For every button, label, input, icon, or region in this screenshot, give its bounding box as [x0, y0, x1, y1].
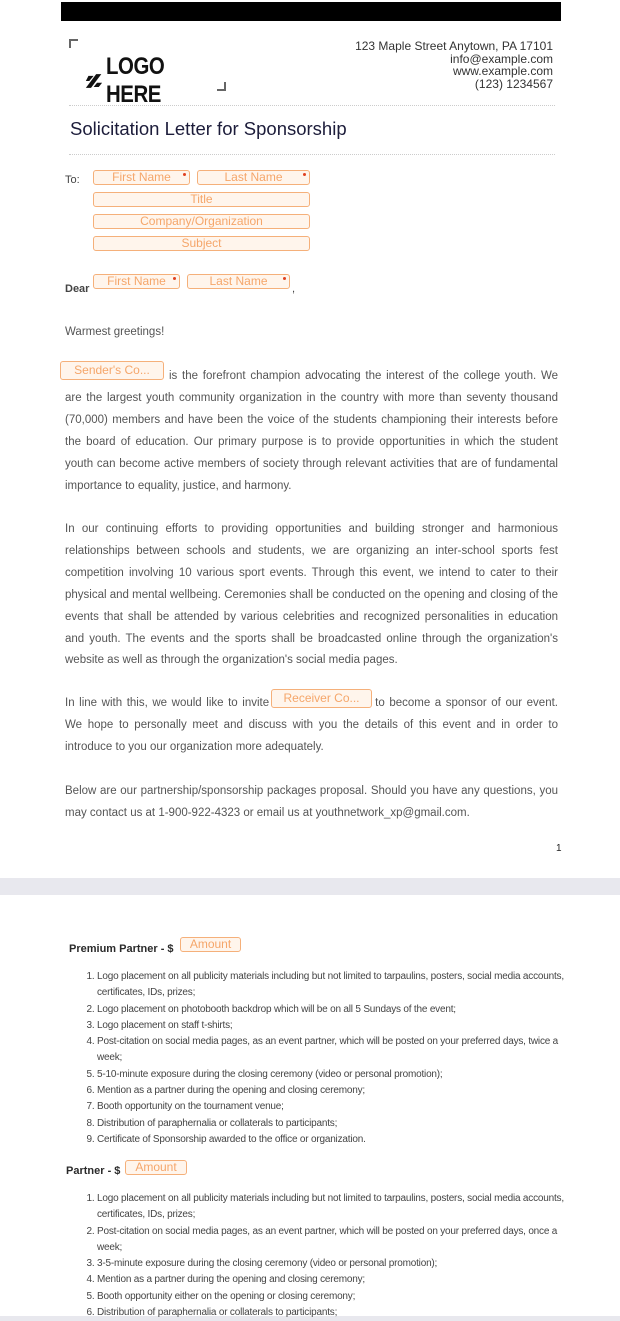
list-item: 6. Distribution of paraphernalia or collaterals to participants;: [97, 1305, 567, 1321]
email: info@example.com: [450, 51, 553, 66]
list-item: 7. Booth opportunity on the tournament venue;: [97, 1099, 567, 1115]
premium-partner-list: [80, 969, 567, 1148]
list-item: 1. Logo placement on all publicity materials including but not limited to tarpaulins, posters, social media accounts, certificates, IDs, prizes;: [97, 1191, 567, 1224]
to-title-field[interactable]: Title: [93, 192, 310, 207]
list-item: 3. 3-5-minute exposure during the closing ceremony (video or personal promotion);: [97, 1256, 567, 1272]
dear-first-name-field[interactable]: First Name: [93, 274, 180, 289]
partner-list: [80, 1191, 567, 1321]
paragraph-3-end: to become a sponsor of our event. We hope to personally meet and discuss with you the details of this event and in order to introduce to you our organization more adequately.: [65, 697, 558, 753]
page-2: [0, 895, 620, 1319]
contact-block: [355, 40, 553, 90]
list-item: 2. Post-citation on social media pages, as an event partner, which will be posted on your preferred days, once a week;: [97, 1224, 567, 1257]
logo-mark-icon: [85, 71, 102, 91]
paragraph-1: is the forefront champion advocating the interest of the college youth. We are the largest youth community organization in the country with more than seventy thousand (70,000) members and have been the voice of the students championing their interests before the board of education. Our primary purpose is to provide opportunities in which the student youth can become active members of society through relevant activities that are of fundamental importance to equality, justice, and harmony.: [65, 370, 558, 492]
to-label: To:: [65, 174, 80, 186]
list-item: 1. Logo placement on all publicity materials including but not limited to tarpaulins, posters, social media accounts, certificates, IDs, prizes;: [97, 969, 567, 1002]
list-item: 5. Booth opportunity either on the opening or closing ceremony;: [97, 1289, 567, 1305]
logo: [69, 39, 226, 108]
dear-comma: ,: [292, 283, 296, 295]
partner-label: Partner - $: [66, 1165, 121, 1177]
dear-label: Dear: [65, 283, 90, 295]
to-company-field[interactable]: Company/Organization: [93, 214, 310, 229]
to-last-name-field[interactable]: Last Name: [197, 170, 310, 185]
list-item: 9. Certificate of Sponsorship awarded to the office or organization.: [97, 1132, 567, 1148]
list-item: 4. Mention as a partner during the opening and closing ceremony;: [97, 1272, 567, 1288]
list-item: 4. Post-citation on social media pages, as an event partner, which will be posted on your preferred days, twice a week;: [97, 1034, 567, 1067]
list-item: 2. Logo placement on photobooth backdrop which will be on all 5 Sundays of the event;: [97, 1002, 567, 1018]
premium-amount-field[interactable]: Amount: [180, 937, 241, 952]
to-first-name-field[interactable]: First Name: [93, 170, 190, 185]
paragraph-4: Below are our partnership/sponsorship packages proposal. Should you have any questions, you may contact us at 1-900-922-4323 or email us at youthnetwork_xp@gmail.com.: [65, 785, 558, 819]
to-subject-field[interactable]: Subject: [93, 236, 310, 251]
list-item: 3. Logo placement on staff t-shirts;: [97, 1018, 567, 1034]
top-black-bar: [61, 2, 561, 21]
phone: (123) 1234567: [474, 76, 553, 91]
partner-amount-field[interactable]: Amount: [125, 1160, 187, 1175]
list-item: 8. Distribution of paraphernalia or collaterals to participants;: [97, 1116, 567, 1132]
website: www.example.com: [452, 64, 553, 78]
address: 123 Maple Street Anytown, PA 17101: [355, 39, 553, 53]
greeting: Warmest greetings!: [65, 326, 165, 338]
logo-text: LOGO HERE: [106, 53, 165, 108]
dear-last-name-field[interactable]: Last Name: [187, 274, 290, 289]
paragraph-2: In our continuing efforts to providing opportunities and building stronger and harmonious relationships between schools and students, we are organizing an inter-school sports fest competition involving 10 various sport events. Through this event, we intend to cater to their physical and mental wellbeing. Ceremonies shall be conducted on the opening and closing of the events that shall be attended by various celebrities and recognized personalities in education and youth. The events and the sports shall be broadcasted online through the organization's website as well as through the organization's social media pages.: [65, 523, 558, 667]
divider-title: [69, 154, 555, 155]
document-title: Solicitation Letter for Sponsorship: [70, 118, 347, 139]
list-item: 5. 5-10-minute exposure during the closing ceremony (video or personal promotion);: [97, 1067, 567, 1083]
sender-company-field[interactable]: Sender's Co...: [60, 361, 164, 380]
divider-top: [69, 105, 555, 106]
logo-corner-top-left: [69, 39, 78, 48]
page-number: 1: [556, 843, 562, 854]
list-item: 6. Mention as a partner during the opening and closing ceremony;: [97, 1083, 567, 1099]
premium-partner-label: Premium Partner - $: [69, 943, 174, 955]
paragraph-3-start: In line with this, we would like to invite: [65, 697, 270, 709]
logo-content: [85, 53, 226, 109]
paragraph-3: [65, 693, 558, 759]
receiver-company-field[interactable]: Receiver Co...: [271, 689, 372, 708]
